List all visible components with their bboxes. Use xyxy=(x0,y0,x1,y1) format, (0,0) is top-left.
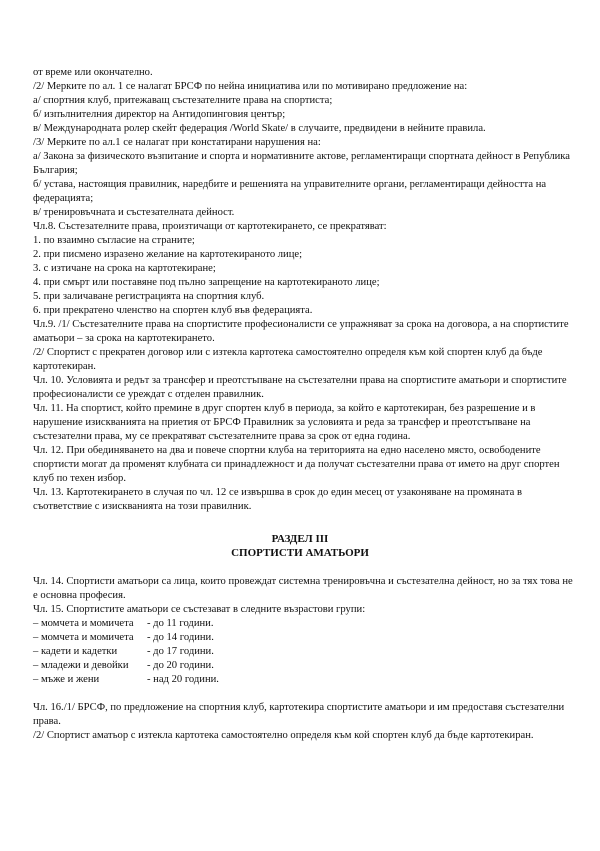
paragraph: Чл. 12. При обединяването на два и повече спортни клуба на територията на едно населено място, освободените спортисти могат да променят клубната си принадлежност и да получат състезателни права от името на друг спортен клуб по техен избор. xyxy=(33,445,560,484)
list-item: 4. при смърт или поставяне под пълно запрещение на картотекираното лице; xyxy=(33,277,380,288)
paragraph: Чл.9. /1/ Състезателните права на спортистите професионалисти се упражняват за срока на договора, а на спортистите аматьори – за срока на картотекирането. xyxy=(33,319,569,344)
paragraph: б/ изпълнителния директор на Антидопинговия център; xyxy=(33,109,286,120)
age-group-range: - до 17 години. xyxy=(147,646,214,657)
list-item: 5. при заличаване регистрацията на спортния клуб. xyxy=(33,291,265,302)
paragraph: /2/ Спортист с прекратен договор или с изтекла картотека самостоятелно определя към кой спортен клуб да бъде картотекиран. xyxy=(33,347,543,372)
age-group-range: - до 20 години. xyxy=(147,660,214,671)
paragraph: Чл. 11. На спортист, който премине в друг спортен клуб в периода, за който е картотекиран, без разрешение и в нарушение изискванията на приетия от БРСФ Правилник за условията и реда за трансфер и преотстъпване на състезателни права, му се прекратяват състезателните права за срок от една година. xyxy=(33,403,536,442)
age-group-name: – младежи и девойки xyxy=(33,660,129,671)
paragraph: /3/ Мерките по ал.1 се налагат при констатирани нарушения на: xyxy=(33,137,321,148)
list-item: 6. при прекратено членство на спортен клуб във федерацията. xyxy=(33,305,313,316)
paragraph: а/ Закона за физическото възпитание и спорта и нормативните актове, регламентиращи спортната дейност в Република България; xyxy=(33,151,570,176)
age-group-range: - до 11 години. xyxy=(147,618,214,629)
section-title: СПОРТИСТИ АМАТЬОРИ xyxy=(231,547,369,559)
list-item: 3. с изтичане на срока на картотекиране; xyxy=(33,263,216,274)
paragraph: б/ устава, настоящия правилник, наредбите и решенията на управителните органи, регламентиращи дейността на федерацията; xyxy=(33,179,547,204)
age-group-range: - до 14 години. xyxy=(147,632,214,643)
age-group-name: – момчета и момичета xyxy=(33,632,134,643)
paragraph: в/ тренировъчната и състезателната дейност. xyxy=(33,207,235,218)
paragraph: /2/ Мерките по ал. 1 се налагат БРСФ по нейна инициатива или по мотивирано предложение на: xyxy=(33,81,468,92)
article-heading: Чл.8. Състезателните права, произтичащи от картотекирането, се прекратяват: xyxy=(33,221,387,232)
age-group-name: – кадети и кадетки xyxy=(33,646,118,657)
paragraph: а/ спортния клуб, притежаващ състезателните права на спортиста; xyxy=(33,95,333,106)
list-item: 2. при писмено изразено желание на картотекираното лице; xyxy=(33,249,303,260)
paragraph: от време или окончателно. xyxy=(33,67,153,78)
paragraph: Чл. 15. Спортистите аматьори се състезават в следните възрастови групи: xyxy=(33,604,366,615)
age-group-range: - над 20 години. xyxy=(147,674,219,685)
paragraph: /2/ Спортист аматьор с изтекла картотека самостоятелно определя към кой спортен клуб да бъде картотекиран. xyxy=(33,730,534,741)
age-group-name: – мъже и жени xyxy=(33,674,100,685)
paragraph: Чл. 10. Условията и редът за трансфер и преотстъпване на състезателни права на спортистите аматьори и спортистите професионалисти се уреждат с отделен правилник. xyxy=(33,375,567,400)
paragraph: Чл. 14. Спортисти аматьори са лица, които провеждат системна тренировъчна и състезателна дейност, но за тях това не е основна професия. xyxy=(33,576,573,601)
paragraph: Чл. 13. Картотекирането в случая по чл. 12 се извършва в срок до един месец от узаконяване на промяната в съответствие с изискванията на този правилник. xyxy=(33,487,522,512)
age-group-name: – момчета и момичета xyxy=(33,618,134,629)
paragraph: в/ Международната ролер скейт федерация /World Skate/ в случаите, предвидени в нейните правила. xyxy=(33,123,486,134)
paragraph: Чл. 16./1/ БРСФ, по предложение на спортния клуб, картотекира спортистите аматьори и им предоставя състезателни права. xyxy=(33,702,565,727)
section-number: РАЗДЕЛ III xyxy=(271,533,329,545)
list-item: 1. по взаимно съгласие на страните; xyxy=(33,235,195,246)
